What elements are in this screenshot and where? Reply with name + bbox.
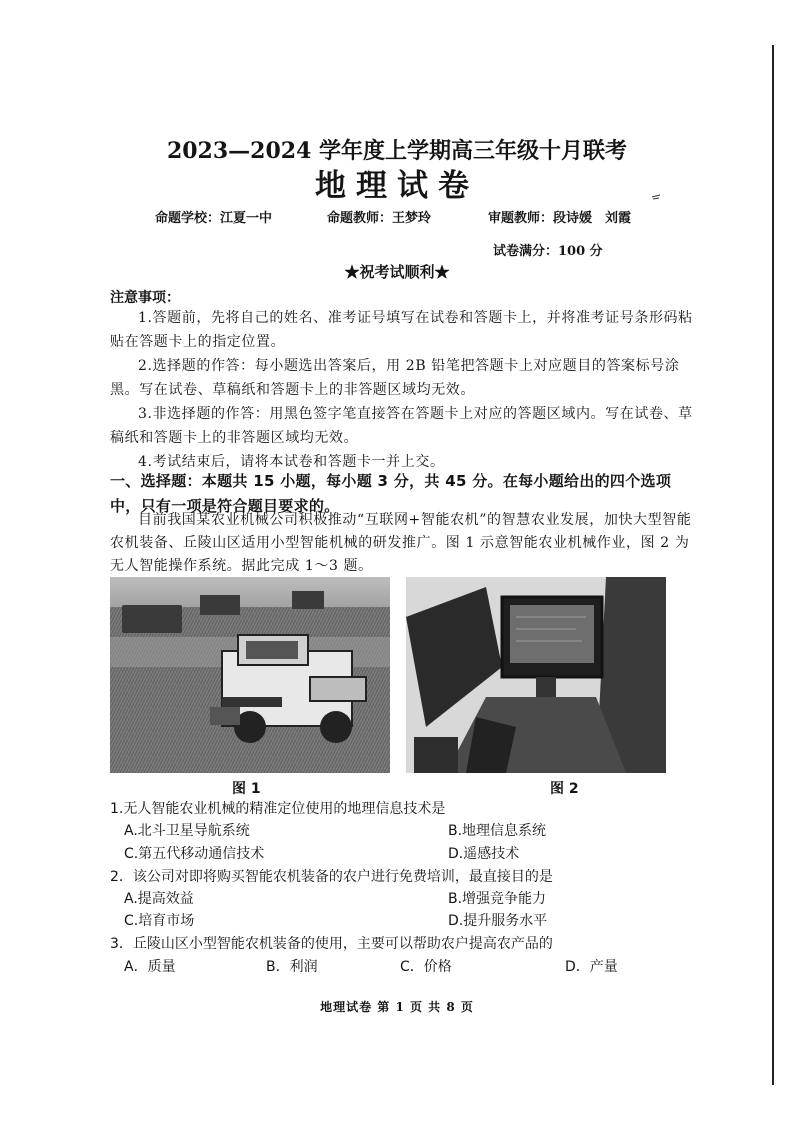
good-luck-banner: ★祝考试顺利★	[344, 263, 450, 281]
notice-item: 1.答题前，先将自己的姓名、准考证号填写在试卷和答题卡上，并将准考证号条形码粘贴在答题卡上的指定位置。	[110, 310, 693, 350]
figure-1-harvesters	[110, 577, 390, 773]
pen-mark-icon	[652, 194, 660, 200]
option-c: C.培育市场	[124, 913, 195, 929]
option-b: B．利润	[266, 959, 318, 975]
subject-title: 地理试卷	[315, 168, 479, 204]
notice-item: 3.非选择题的作答：用黑色签字笔直接答在答题卡上对应的答题区域内。写在试卷、草稿纸和答题卡上的非答题区域均无效。	[110, 406, 693, 446]
figure-2-control-system	[406, 577, 666, 773]
author-label: 命题教师：王梦玲	[327, 211, 432, 226]
section-heading: 一、选择题：本题共 15 小题，每小题 3 分，共 45 分。在每小题给出的四个选项中，只有一项是符合题目要求的。	[110, 472, 672, 515]
option-d: D．产量	[565, 959, 618, 975]
option-a: A．质量	[124, 959, 176, 975]
option-c: C.第五代移动通信技术	[124, 846, 265, 862]
full-score: 试卷满分：100 分	[493, 244, 603, 259]
option-a: A.提高效益	[124, 891, 194, 907]
figure-2-caption: 图 2	[550, 781, 579, 797]
option-d: D.遥感技术	[448, 846, 520, 862]
question-stem: 1.无人智能农业机械的精准定位使用的地理信息技术是	[110, 801, 446, 817]
question-intro: 目前我国某农业机械公司积极推动“互联网+智能农机”的智慧农业发展，加快大型智能农机装备、丘陵山区适用小型智能机械的研发推广。图 1 示意智能农业机械作业，图 2 为无人智能操作系统。据此完成 1～3 题。	[110, 512, 692, 574]
option-d: D.提升服务水平	[448, 913, 548, 929]
option-b: B.增强竞争能力	[448, 891, 547, 907]
exam-title: 2023—2024 学年度上学期高三年级十月联考	[166, 138, 628, 164]
reviewer-label: 审题教师：段诗媛 刘霞	[488, 211, 632, 226]
question-stem: 3．丘陵山区小型智能农机装备的使用，主要可以帮助农户提高农产品的	[110, 936, 553, 952]
figure-1-caption: 图 1	[232, 781, 261, 797]
option-b: B.地理信息系统	[448, 823, 547, 839]
question-stem: 2．该公司对即将购买智能农机装备的农户进行免费培训，最直接目的是	[110, 869, 553, 885]
notice-item: 2.选择题的作答：每小题选出答案后，用 2B 铅笔把答题卡上对应题目的答案标号涂黑。写在试卷、草稿纸和答题卡上的非答题区域均无效。	[110, 358, 680, 398]
notice-item: 4.考试结束后，请将本试卷和答题卡一并上交。	[138, 454, 445, 470]
notice-heading: 注意事项：	[110, 290, 180, 306]
page-footer: 地理试卷 第 1 页 共 8 页	[320, 1000, 474, 1014]
school-label: 命题学校：江夏一中	[155, 211, 273, 226]
option-c: C．价格	[400, 959, 452, 975]
option-a: A.北斗卫星导航系统	[124, 823, 250, 839]
